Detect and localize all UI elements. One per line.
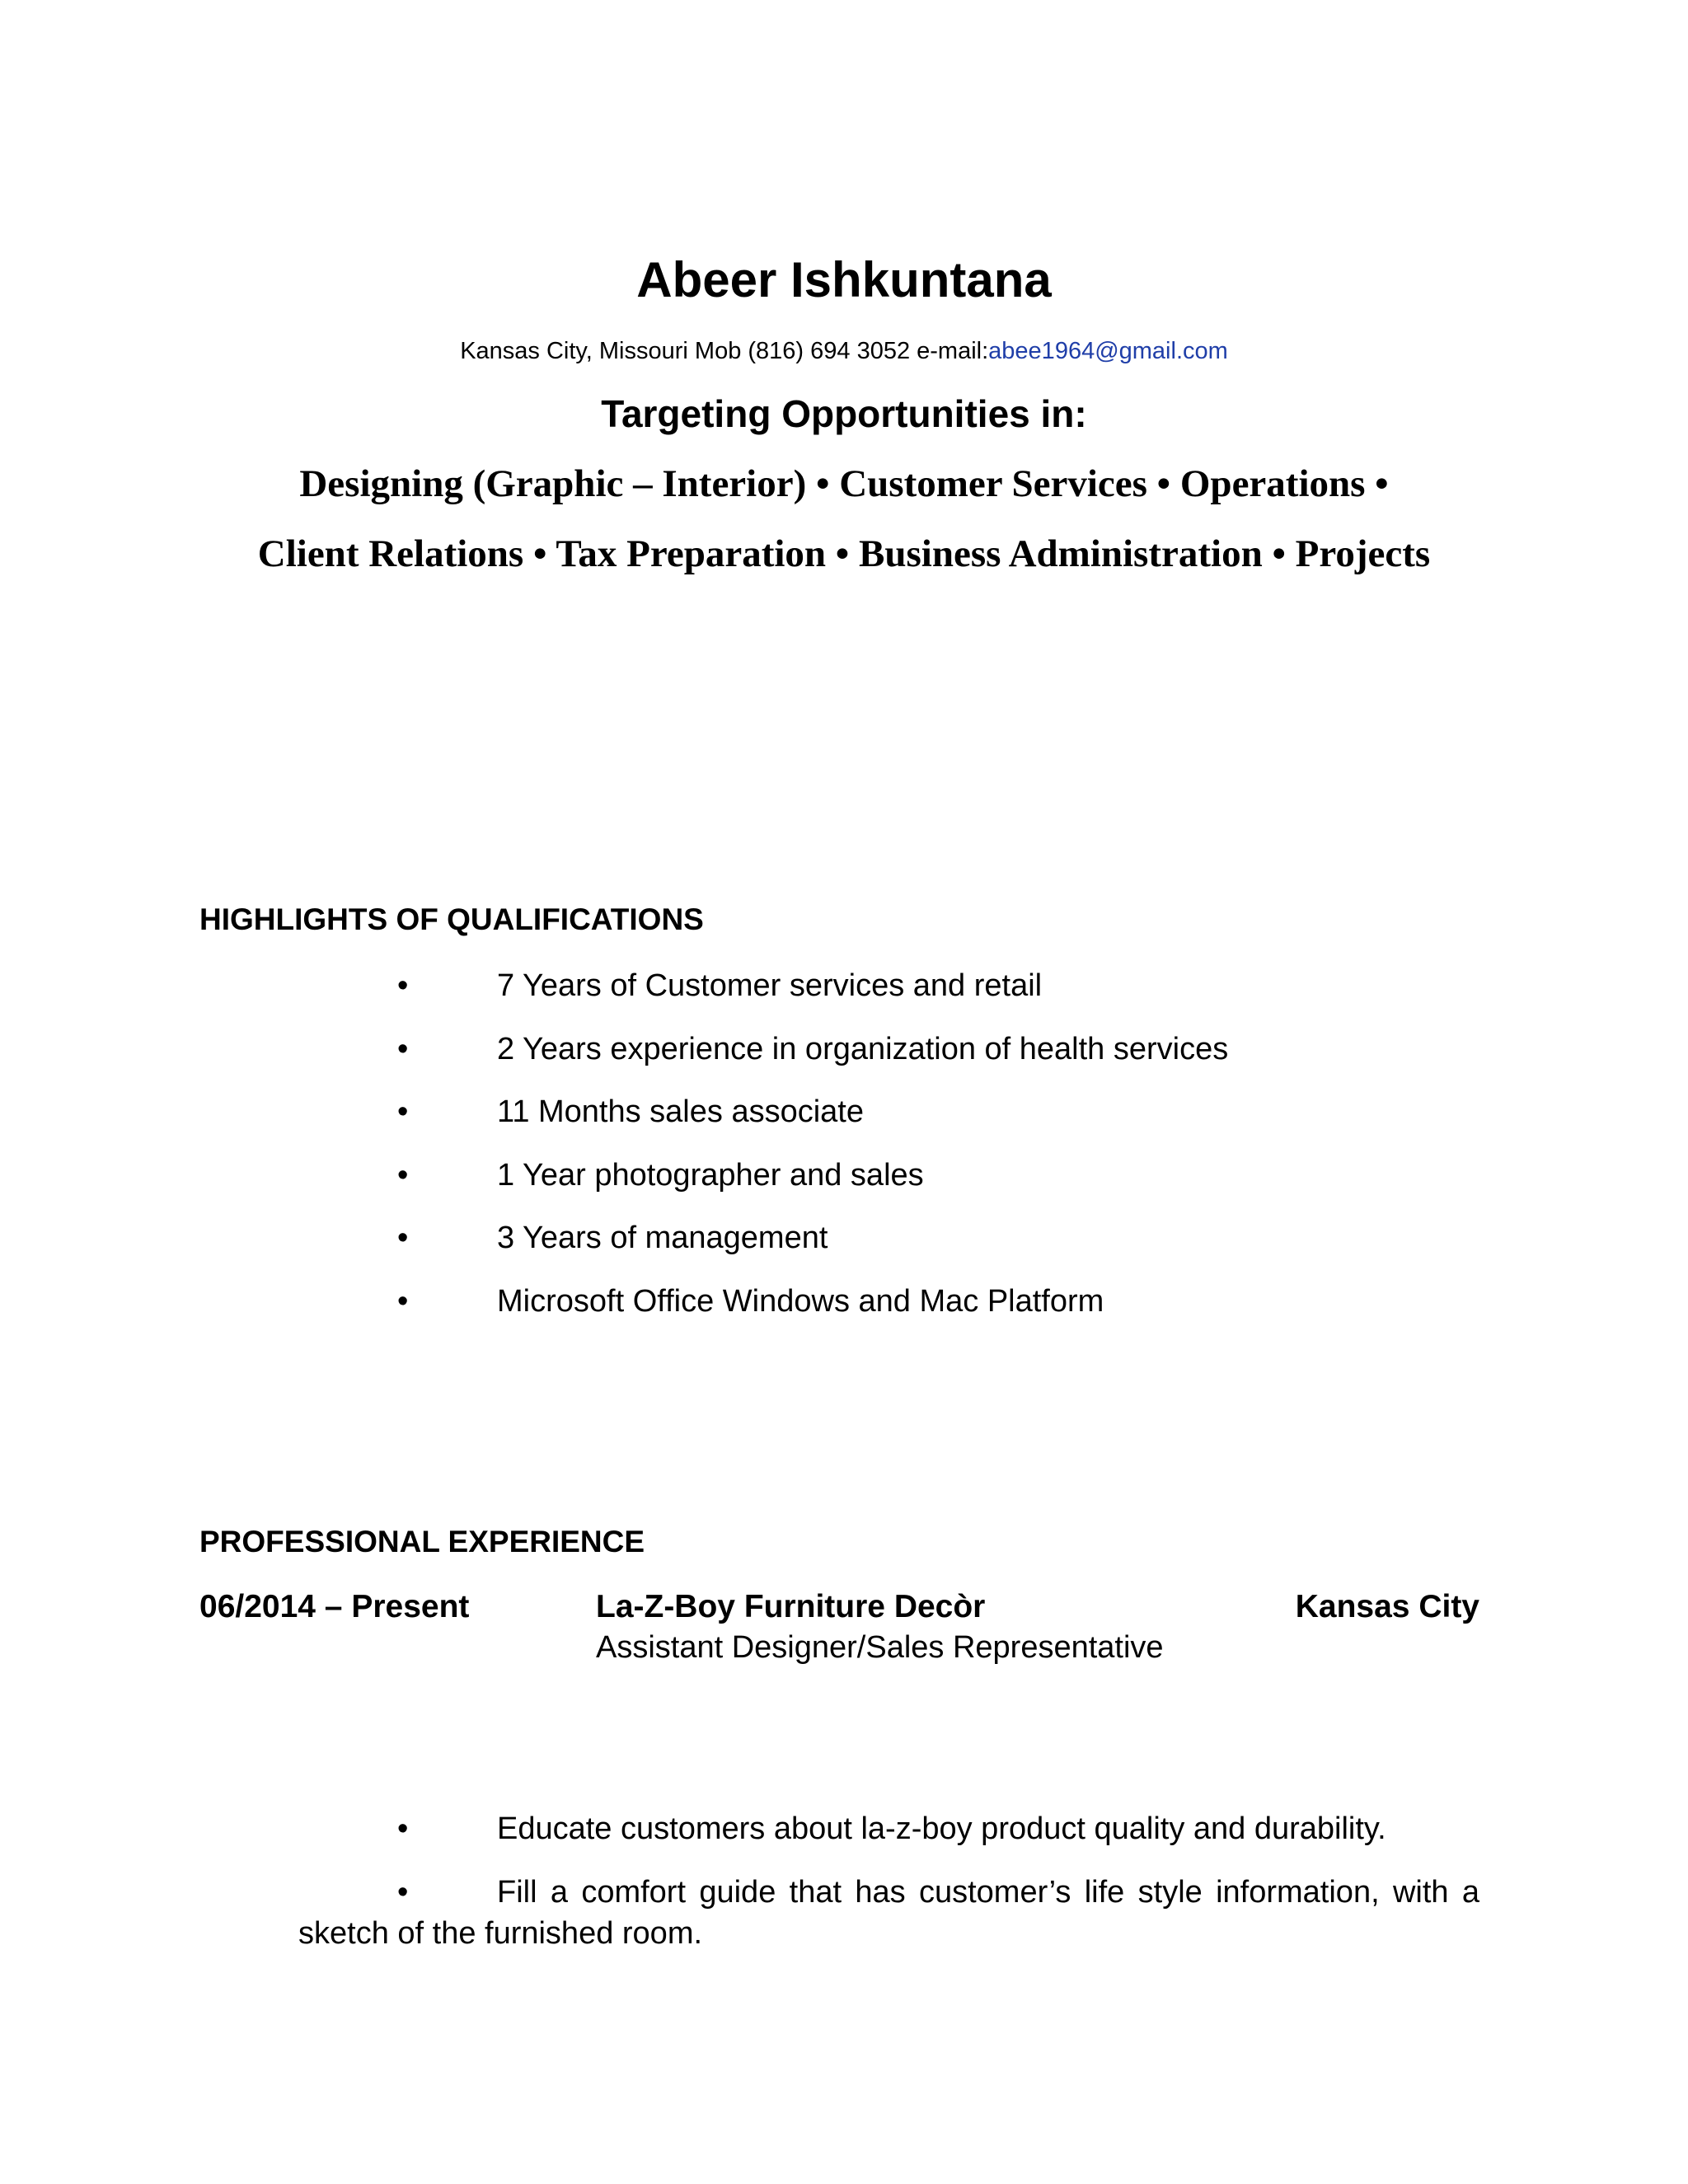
bullet-icon: • bbox=[397, 1811, 409, 1846]
job-title: Assistant Designer/Sales Representative bbox=[596, 1630, 1164, 1665]
contact-details: Kansas City, Missouri Mob (816) 694 3052 e-mail: bbox=[460, 338, 989, 364]
bullet-icon: • bbox=[397, 1221, 409, 1255]
job-duty: Educate customers about la-z-boy product quality and durability. bbox=[497, 1811, 1386, 1846]
qualification-item: 2 Years experience in organization of health services bbox=[497, 1032, 1229, 1066]
bullet-icon: • bbox=[397, 1158, 409, 1193]
bullet-icon: • bbox=[397, 1284, 409, 1319]
contact-line bbox=[0, 338, 1688, 365]
bullet-icon: • bbox=[397, 1094, 409, 1129]
resume-name: Abeer Ishkuntana bbox=[636, 252, 1052, 307]
job-company: La-Z-Boy Furniture Decòr bbox=[596, 1589, 986, 1624]
target-areas-line-2: Client Relations • Tax Preparation • Business Administration • Projects bbox=[257, 532, 1431, 575]
job-duty-continuation: sketch of the furnished room. bbox=[298, 1916, 703, 1951]
job-dates: 06/2014 – Present bbox=[199, 1589, 470, 1624]
qualification-item: 11 Months sales associate bbox=[497, 1094, 864, 1129]
bullet-icon: • bbox=[397, 1875, 409, 1910]
qualifications-heading: HIGHLIGHTS OF QUALIFICATIONS bbox=[199, 902, 704, 936]
bullet-icon: • bbox=[397, 968, 409, 1003]
bullet-icon: • bbox=[397, 1032, 409, 1066]
experience-heading: PROFESSIONAL EXPERIENCE bbox=[199, 1525, 645, 1558]
job-duty: Fill a comfort guide that has customer’s life style information, with a bbox=[497, 1875, 1479, 1910]
qualification-item: 3 Years of management bbox=[497, 1221, 828, 1255]
targeting-heading: Targeting Opportunities in: bbox=[601, 392, 1087, 435]
target-areas-line-1: Designing (Graphic – Interior) • Customer Services • Operations • bbox=[299, 462, 1389, 505]
qualification-item: 1 Year photographer and sales bbox=[497, 1158, 924, 1193]
email-link[interactable]: abee1964@gmail.com bbox=[988, 338, 1228, 364]
qualification-item: 7 Years of Customer services and retail bbox=[497, 968, 1043, 1003]
qualification-item: Microsoft Office Windows and Mac Platform bbox=[497, 1284, 1104, 1319]
job-location: Kansas City bbox=[1295, 1589, 1479, 1624]
